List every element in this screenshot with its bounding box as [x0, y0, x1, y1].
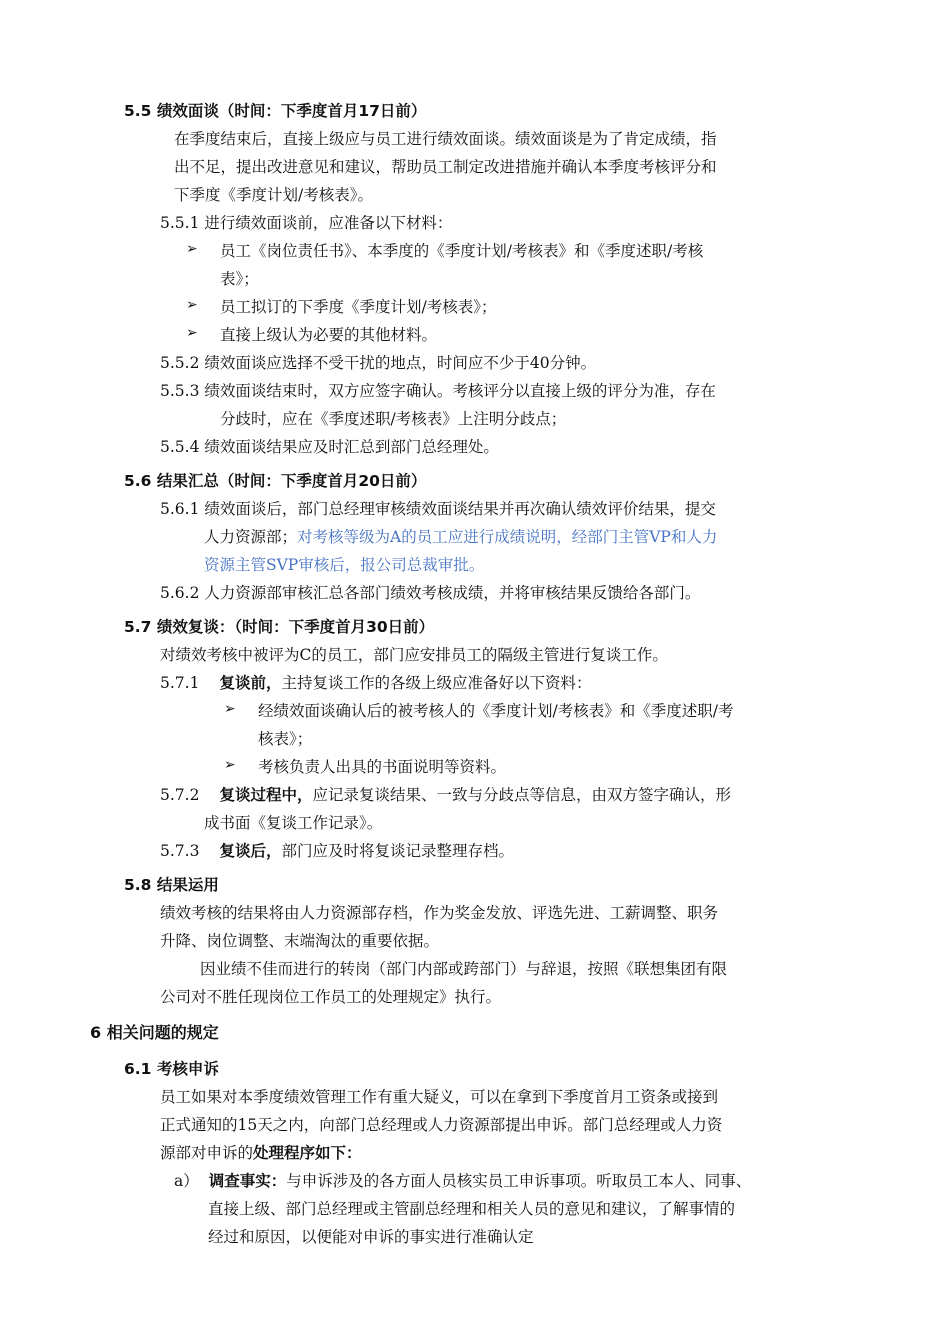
item-number: 5.7.1 — [160, 674, 200, 692]
bullet-item-cont: 表》； — [220, 270, 259, 288]
heading-5-7: 5.7 绩效复谈：（时间：下季度首月30日前） — [124, 618, 435, 636]
bold-lead: 复谈后， — [219, 841, 282, 860]
paragraph-line: 下季度《季度计划/考核表》。 — [174, 186, 373, 204]
item-5-7-1 — [160, 672, 591, 694]
list-item-a-cont: 经过和原因，以便能对申诉的事实进行准确认定 — [208, 1228, 534, 1246]
item-5-5-3: 5.5.3 绩效面谈结束时，双方应签字确认。考核评分以直接上级的评分为准，存在 — [160, 382, 716, 400]
item-5-5-1: 5.5.1 进行绩效面谈前，应准备以下材料： — [160, 214, 453, 232]
heading-6: 6 相关问题的规定 — [90, 1023, 219, 1042]
paragraph-line: 对绩效考核中被评为C的员工，部门应安排员工的隔级主管进行复谈工作。 — [160, 646, 668, 664]
bold-lead: 复谈过程中， — [219, 785, 313, 804]
paragraph-line: 升降、岗位调整、末端淘汰的重要依据。 — [160, 932, 440, 950]
item-5-6-2: 5.6.2 人力资源部审核汇总各部门绩效考核成绩，并将审核结果反馈给各部门。 — [160, 584, 701, 602]
item-5-5-4: 5.5.4 绩效面谈结果应及时汇总到部门总经理处。 — [160, 438, 499, 456]
item-text: 与申诉涉及的各方面人员核实员工申诉事项。听取员工本人、同事、 — [286, 1172, 752, 1190]
arrow-bullet-icon: ➢ — [186, 241, 198, 257]
paragraph-line: 在季度结束后，直接上级应与员工进行绩效面谈。绩效面谈是为了肯定成绩，指 — [174, 130, 717, 148]
paragraph-line: 绩效考核的结果将由人力资源部存档，作为奖金发放、评选先进、工薪调整、职务 — [160, 904, 719, 922]
item-5-5-2: 5.5.2 绩效面谈应选择不受干扰的地点，时间应不少于40分钟。 — [160, 354, 597, 372]
text-plain: 源部对申诉的 — [160, 1144, 254, 1162]
arrow-bullet-icon: ➢ — [186, 297, 198, 313]
list-item-a — [174, 1170, 751, 1192]
item-number: 5.7.3 — [160, 842, 200, 860]
paragraph-line — [160, 1142, 362, 1164]
item-5-6-1: 5.6.1 绩效面谈后，部门总经理审核绩效面谈结果并再次确认绩效评价结果，提交 — [160, 500, 716, 518]
bullet-item: 经绩效面谈确认后的被考核人的《季度计划/考核表》和《季度述职/考 — [258, 702, 734, 720]
paragraph-line: 出不足，提出改进意见和建议，帮助员工制定改进措施并确认本季度考核评分和 — [174, 158, 717, 176]
heading-5-8: 5.8 结果运用 — [124, 876, 219, 894]
item-5-7-2 — [160, 784, 731, 806]
bullet-item-cont: 核表》； — [258, 730, 313, 748]
arrow-bullet-icon: ➢ — [224, 701, 236, 717]
bullet-item: 员工拟订的下季度《季度计划/考核表》； — [220, 298, 497, 316]
bold-text: 处理程序如下： — [253, 1143, 362, 1162]
bold-lead: 复谈前， — [219, 673, 282, 692]
heading-6-1: 6.1 考核申诉 — [124, 1060, 219, 1078]
text-plain: 人力资源部； — [204, 528, 298, 546]
paragraph-line: 员工如果对本季度绩效管理工作有重大疑义，可以在拿到下季度首月工资条或接到 — [160, 1088, 719, 1106]
heading-5-6: 5.6 结果汇总（时间：下季度首月20日前） — [124, 472, 427, 490]
item-text: 应记录复谈结果、一致与分歧点等信息，由双方签字确认，形 — [312, 786, 731, 804]
item-5-6-1-cont — [204, 526, 717, 548]
bullet-item: 考核负责人出具的书面说明等资料。 — [258, 758, 507, 776]
item-5-7-2-cont: 成书面《复谈工作记录》。 — [204, 814, 383, 832]
bullet-item: 直接上级认为必要的其他材料。 — [220, 326, 438, 344]
item-text: 主持复谈工作的各级上级应准备好以下资料： — [281, 674, 592, 692]
heading-5-5: 5.5 绩效面谈（时间：下季度首月17日前） — [124, 102, 427, 120]
item-5-7-3 — [160, 840, 514, 862]
paragraph-line: 因业绩不佳而进行的转岗（部门内部或跨部门）与辞退，按照《联想集团有限 — [200, 960, 728, 978]
bullet-item: 员工《岗位责任书》、本季度的《季度计划/考核表》和《季度述职/考核 — [220, 242, 704, 260]
text-highlight: 对考核等级为A的员工应进行成绩说明，经部门主管VP和人力 — [297, 528, 718, 546]
bold-lead: 调查事实： — [208, 1171, 287, 1190]
item-text: 部门应及时将复谈记录整理存档。 — [281, 842, 514, 860]
item-number: 5.7.2 — [160, 786, 200, 804]
arrow-bullet-icon: ➢ — [186, 325, 198, 341]
arrow-bullet-icon: ➢ — [224, 757, 236, 773]
paragraph-line: 正式通知的15天之内，向部门总经理或人力资源部提出申诉。部门总经理或人力资 — [160, 1116, 723, 1134]
paragraph-line: 公司对不胜任现岗位工作员工的处理规定》执行。 — [160, 988, 502, 1006]
list-label: a） — [174, 1172, 199, 1190]
list-item-a-cont: 直接上级、部门总经理或主管副总经理和相关人员的意见和建议，了解事情的 — [208, 1200, 736, 1218]
item-5-6-1-cont-highlight: 资源主管SVP审核后，报公司总裁审批。 — [204, 556, 485, 574]
item-5-5-3-cont: 分歧时，应在《季度述职/考核表》上注明分歧点； — [220, 410, 567, 428]
